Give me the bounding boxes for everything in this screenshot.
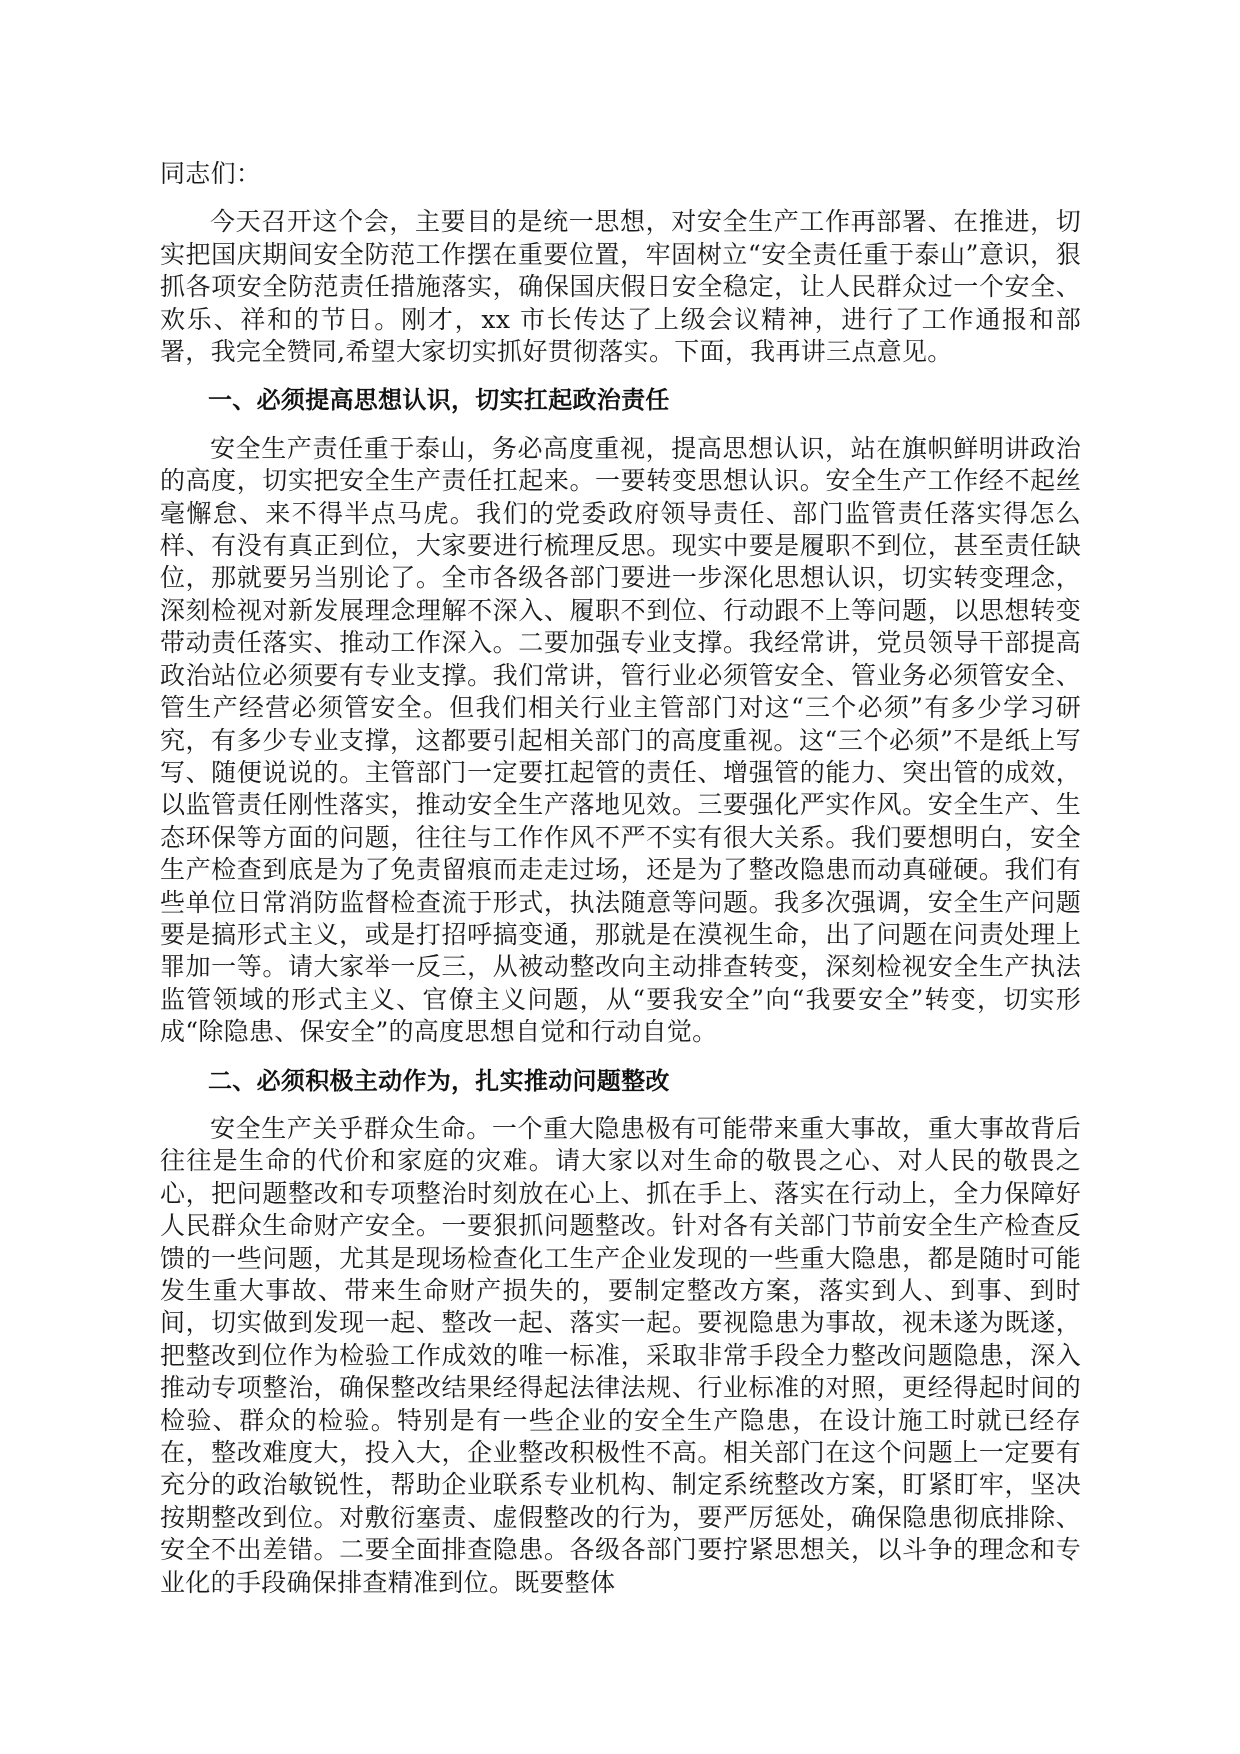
section-heading-1: 一、必须提高思想认识，切实扛起政治责任 <box>208 386 670 415</box>
document-body <box>160 158 1081 1613</box>
salutation: 同志们： <box>160 159 262 188</box>
section-heading-2: 二、必须积极主动作为，扎实推动问题整改 <box>208 1066 670 1095</box>
section-2-paragraph: 安全生产关乎群众生命。一个重大隐患极有可能带来重大事故，重大事故背后往往是生命的代价和家庭的灾难。请大家以对生命的敬畏之心、对人民的敬畏之心，把问题整改和专项整治时刻放在心上、抓在手上、落实在行动上，全力保障好人民群众生命财产安全。一要狠抓问题整改。针对各有关部门节前安全生产检查反馈的一些问题，尤其是现场检查化工生产企业发现的一些重大隐患，都是随时可能发生重大事故、带来生命财产损失的，要制定整改方案，落实到人、到事、到时间，切实做到发现一起、整改一起、落实一起。要视隐患为事故，视未遂为既遂，把整改到位作为检验工作成效的唯一标准，采取非常手段全力整改问题隐患，深入推动专项整治，确保整改结果经得起法律法规、行业标准的对照，更经得起时间的检验、群众的检验。特别是有一些企业的安全生产隐患，在设计施工时就已经存在，整改难度大，投入大，企业整改积极性不高。相关部门在这个问题上一定要有充分的政治敏锐性，帮助企业联系专业机构、制定系统整改方案，盯紧盯牢，坚决按期整改到位。对敷衍塞责、虚假整改的行为，要严厉惩处，确保隐患彻底排除、安全不出差错。二要全面排查隐患。各级各部门要拧紧思想关，以斗争的理念和专业化的手段确保排查精准到位。既要整体 <box>160 1113 1081 1597</box>
section-1-paragraph: 安全生产责任重于泰山，务必高度重视，提高思想认识，站在旗帜鲜明讲政治的高度，切实把安全生产责任扛起来。一要转变思想认识。安全生产工作经不起丝毫懈怠、来不得半点马虎。我们的党委政府领导责任、部门监管责任落实得怎么样、有没有真正到位，大家要进行梳理反思。现实中要是履职不到位，甚至责任缺位，那就要另当别论了。全市各级各部门要进一步深化思想认识，切实转变理念，深刻检视对新发展理念理解不深入、履职不到位、行动跟不上等问题，以思想转变带动责任落实、推动工作深入。二要加强专业支撑。我经常讲，党员领导干部提高政治站位必须要有专业支撑。我们常讲，管行业必须管安全、管业务必须管安全、管生产经营必须管安全。但我们相关行业主管部门对这“三个必须”有多少学习研究，有多少专业支撑，这都要引起相关部门的高度重视。这“三个必须”不是纸上写写、随便说说的。主管部门一定要扛起管的责任、增强管的能力、突出管的成效，以监管责任刚性落实，推动安全生产落地见效。三要强化严实作风。安全生产、生态环保等方面的问题，往往与工作作风不严不实有很大关系。我们要想明白，安全生产检查到底是为了免责留痕而走走过场，还是为了整改隐患而动真碰硬。我们有些单位日常消防监督检查流于形式，执法随意等问题。我多次强调，安全生产问题要是搞形式主义，或是打招呼搞变通，那就是在漠视生命，出了问题在问责处理上罪加一等。请大家举一反三，从被动整改向主动排查转变，深刻检视安全生产执法监管领域的形式主义、官僚主义问题，从“要我安全”向“我要安全”转变，切实形成“除隐患、保安全”的高度思想自觉和行动自觉。 <box>160 433 1081 1047</box>
intro-paragraph: 今天召开这个会，主要目的是统一思想，对安全生产工作再部署、在推进，切实把国庆期间安全防范工作摆在重要位置，牢固树立“安全责任重于泰山”意识，狠抓各项安全防范责任措施落实，确保国庆假日安全稳定，让人民群众过一个安全、欢乐、祥和的节日。刚才，xx 市长传达了上级会议精神，进行了工作通报和部署，我完全赞同,希望大家切实抓好贯彻落实。下面，我再讲三点意见。 <box>160 207 1081 367</box>
